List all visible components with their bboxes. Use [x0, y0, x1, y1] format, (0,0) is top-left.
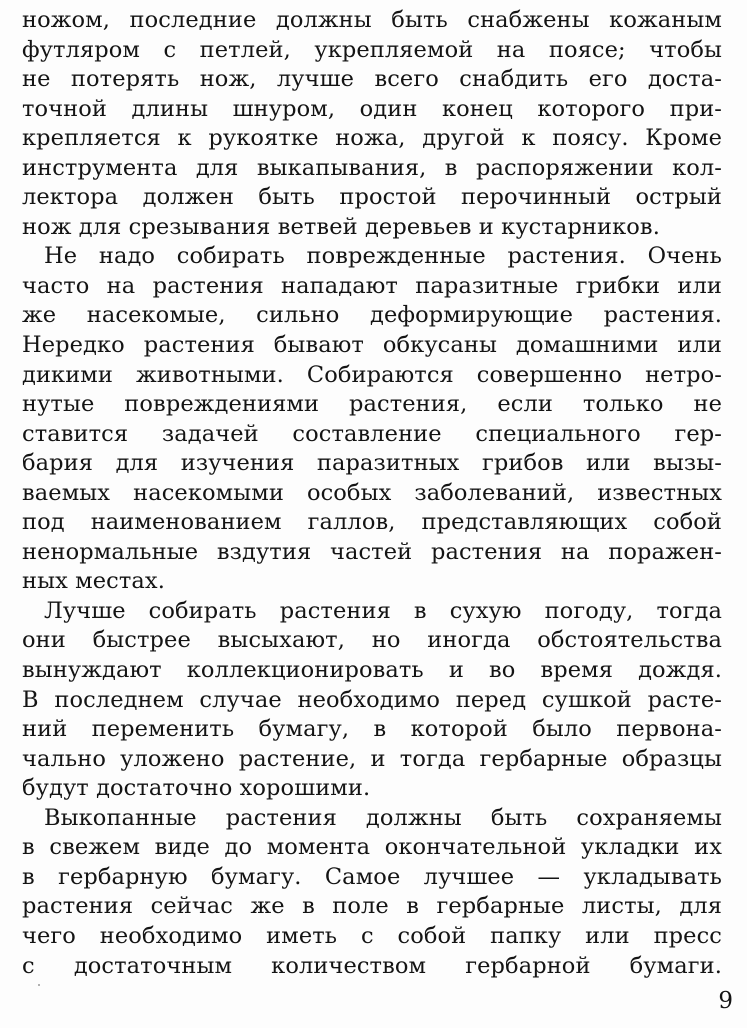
text-line: вынуждают коллекционировать и во время дождя. [22, 657, 722, 684]
text-line: В последнем случае необходимо перед сушкой расте- [22, 686, 722, 713]
print-speck [38, 984, 40, 986]
text-line: ных местах. [22, 568, 165, 595]
text-line: под наименованием галлов, представляющих собой [22, 509, 722, 536]
text-line: крепляется к рукоятке ножа, другой к поясу. Кроме [22, 125, 722, 152]
text-line: Не надо собирать поврежденные растения. Очень [44, 243, 722, 270]
text-line: часто на растения нападают паразитные грибки или [22, 272, 722, 299]
text-line: бария для изучения паразитных грибов или вызы- [22, 450, 722, 477]
text-line: Нередко растения бывают обкусаны домашними или [22, 332, 722, 359]
text-line: не потерять нож, лучше всего снабдить его доста- [22, 66, 722, 93]
text-line: Выкопанные растения должны быть сохраняемы [44, 804, 722, 831]
text-line: ставится задачей составление специального гер- [22, 420, 722, 447]
paragraph-3 [22, 597, 722, 804]
text-line: будут достаточно хорошими. [22, 775, 371, 802]
text-line: растения сейчас же в поле в гербарные листы, для [22, 893, 722, 920]
page-number: 9 [718, 988, 733, 1014]
text-line: лектора должен быть простой перочинный острый [22, 184, 722, 211]
paragraph-1 [22, 6, 722, 242]
text-line: ненормальные вздутия частей растения на поражен- [22, 538, 722, 565]
text-line: чально уложено растение, и тогда гербарные образцы [22, 745, 722, 772]
text-line: ний переменить бумагу, в которой было первона- [22, 716, 722, 743]
text-line: ваемых насекомыми особых заболеваний, известных [22, 479, 722, 506]
text-line: в гербарную бумагу. Самое лучшее — укладывать [22, 863, 722, 890]
text-line: ножом, последние должны быть снабжены кожаным [22, 7, 722, 33]
text-line: же насекомые, сильно деформирующие растения. [22, 302, 722, 329]
text-line: точной длины шнуром, один конец которого при- [22, 95, 722, 122]
text-line: нож для срезывания ветвей деревьев и кустарников. [22, 213, 660, 240]
paragraph-4 [22, 804, 722, 981]
text-line: Лучше собирать растения в сухую погоду, тогда [44, 597, 722, 624]
text-line: с достаточным количеством гербарной бумаги. [22, 952, 722, 979]
text-line: нутые повреждениями растения, если только не [22, 391, 722, 418]
text-line: чего необходимо иметь с собой папку или пресс [22, 922, 722, 949]
text-line: в свежем виде до момента окончательной укладки их [22, 834, 722, 861]
text-line: они быстрее высыхают, но иногда обстоятельства [22, 627, 722, 654]
text-line: инструмента для выкапывания, в распоряжении кол- [22, 154, 722, 181]
text-line: дикими животными. Собираются совершенно нетро- [22, 361, 722, 388]
paragraph-2 [22, 242, 722, 597]
body-text [22, 6, 722, 981]
text-line: футляром с петлей, укрепляемой на поясе; чтобы [22, 36, 722, 63]
